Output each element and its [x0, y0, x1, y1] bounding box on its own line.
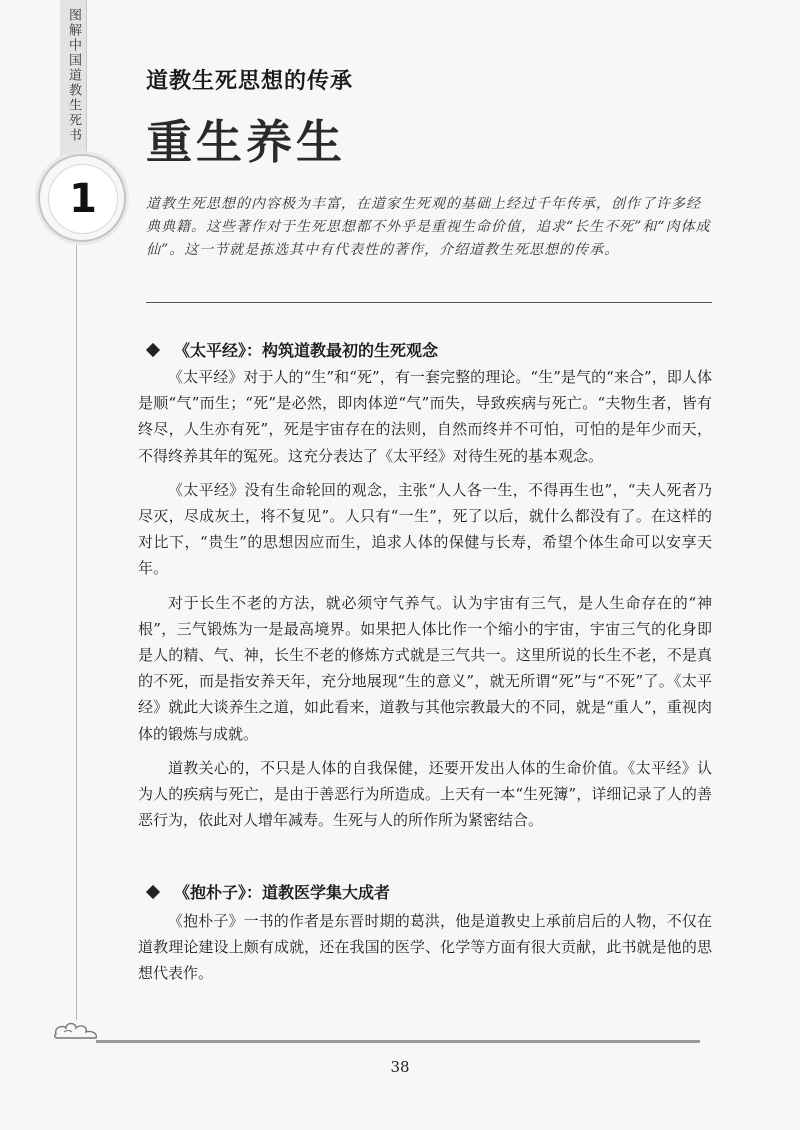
chapter-badge-inner	[48, 164, 118, 234]
section-heading-baopuzi	[146, 880, 390, 903]
side-tab-label: 图解中国道教生死书	[66, 8, 81, 143]
body-paragraph: 《太平经》没有生命轮回的观念，主张“人人各一生，不得再生也”，“夫人死者乃尽灭，尽成灰土，将不复见”。人只有“一生”，死了以后，就什么都没有了。在这样的对比下，“贵生”的思想因应而生，追求人体的保健与长寿，希望个体生命可以安享天年。	[138, 480, 712, 578]
chapter-badge	[38, 154, 126, 242]
divider	[146, 302, 712, 303]
footer-rule	[96, 1040, 700, 1043]
section-heading-text: 《太平经》：构筑道教最初的生死观念	[174, 341, 439, 360]
diamond-bullet-icon	[146, 884, 160, 898]
side-margin-line	[76, 220, 77, 1020]
intro-paragraph: 道教生死思想的内容极为丰富，在道家生死观的基础上经过千年传承，创作了许多经典典籍。这些著作对于生死思想都不外乎是重视生命价值，追求“长生不死”和“肉体成仙”。这一节就是拣选其中有代表性的著作，介绍道教生死思想的传承。	[146, 196, 711, 258]
side-tab	[60, 0, 87, 172]
body-paragraph: 对于长生不老的方法，就必须守气养气。认为宇宙有三气，是人生命存在的“神根”，三气锻炼为一是最高境界。如果把人体比作一个缩小的宇宙，宇宙三气的化身即是人的精、气、神，长生不老的修炼方式就是三气共一。这里所说的长生不老，不是真的不死，而是指安养天年，充分地展现“生的意义”，就无所谓“死”与“不死”了。《太平经》就此大谈养生之道，如此看来，道教与其他宗教最大的不同，就是“重人”，重视肉体的锻炼与成就。	[138, 593, 712, 743]
body-paragraph: 《太平经》对于人的“生”和“死”，有一套完整的理论。“生”是气的“来合”，即人体是顺“气”而生；“死”是必然，即肉体逆“气”而失，导致疾病与死亡。“夫物生者，皆有终尽，人生亦有死”，死是宇宙存在的法则，自然而终并不可怕，可怕的是年少而天，不得终养其年的冤死。这充分表达了《太平经》对待生死的基本观念。	[138, 368, 712, 465]
page-title: 重生养生	[146, 115, 346, 169]
section-subtitle: 道教生死思想的传承	[146, 69, 354, 94]
cloud-ornament-icon	[52, 1016, 100, 1040]
page-number: 38	[390, 1058, 410, 1076]
section-heading-text: 《抱朴子》：道教医学集大成者	[174, 883, 391, 902]
section-body-taipingjing	[138, 364, 712, 841]
body-paragraph: 《抱朴子》一书的作者是东晋时期的葛洪，他是道教史上承前启后的人物，不仅在道教理论建设上颇有成就，还在我国的医学、化学等方面有很大贡献，此书就是他的思想代表作。	[138, 912, 712, 983]
body-paragraph: 道教关心的，不只是人体的自我保健，还要开发出人体的生命价值。《太平经》认为人的疾病与死亡，是由于善恶行为所造成。上天有一本“生死簿”，详细记录了人的善恶行为，依此对人增年减寿。生死与人的所作所为紧密结合。	[138, 758, 712, 830]
section-heading-taipingjing	[146, 338, 438, 361]
chapter-number: 1	[69, 176, 97, 222]
section-body-baopuzi	[138, 908, 712, 995]
diamond-bullet-icon	[146, 342, 160, 356]
